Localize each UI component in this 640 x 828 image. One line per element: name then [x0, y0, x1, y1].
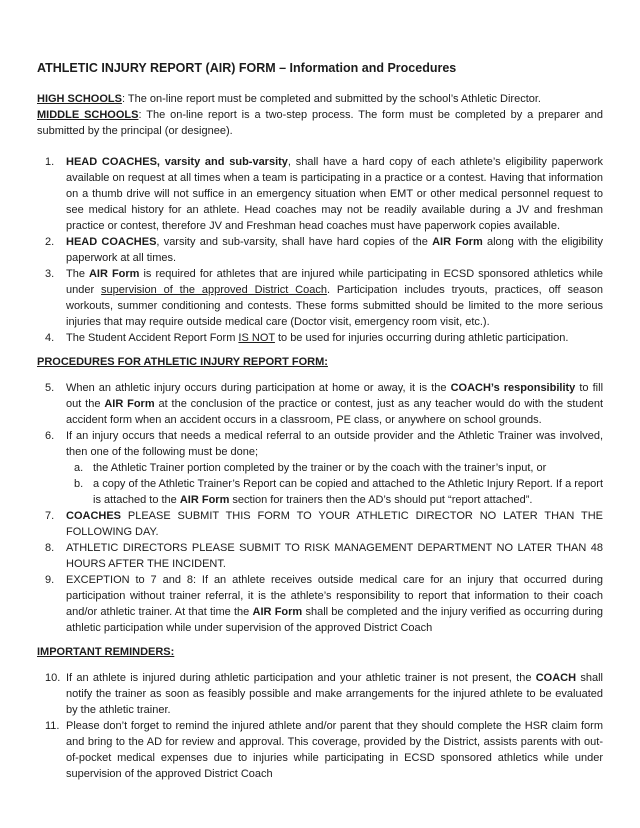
text-run: HIGH SCHOOLS: [37, 93, 122, 105]
text-run: COACHES: [66, 510, 122, 522]
text-run: at the conclusion of the practice or contest, just as any teacher would do with the student accident form when an accident occurs in a classroom, PE class, or anywhere on school grounds.: [66, 398, 604, 426]
list-item: [37, 428, 603, 508]
text-run: AIR Form: [252, 606, 303, 618]
text-run: The Student Accident Report Form: [66, 332, 239, 344]
text-run: Please don’t forget to remind the injured athlete and/or parent that they should complete the HSR claim form and bring to the AD for review and approval. This coverage, provided by the District, assists parents with out-of-pocket medical expenses due to injuries while participating in ECSD sponsored athletics while under supervision of the approved District Coach: [66, 720, 603, 780]
list-item-text: [66, 508, 603, 540]
section-heading: IMPORTANT REMINDERS:: [37, 646, 175, 658]
list-item: [37, 508, 603, 540]
text-run: AIR Form: [179, 494, 230, 506]
sub-list-label: a.: [74, 462, 84, 474]
list-item-text: [66, 540, 603, 572]
text-run: a copy of the Athletic Trainer’s Report can be copied and attached to the Athletic Injury Report. If a report is attached to the: [93, 478, 603, 506]
text-run: AIR Form: [88, 268, 140, 280]
text-run: HEAD COACHES: [66, 236, 157, 248]
list-number: 7.: [45, 510, 55, 522]
list-number: 4.: [45, 332, 55, 344]
text-run: section for trainers then the AD’s should put “report attached”.: [229, 494, 533, 506]
list-number: 9.: [45, 574, 55, 586]
text-run: AIR Form: [432, 236, 483, 248]
text-run: MIDDLE SCHOOLS: [37, 109, 139, 121]
list-number: 1.: [45, 156, 55, 168]
text-run: to fill out the: [66, 382, 604, 410]
text-run: If an athlete is injured during athletic participation and your athletic trainer is not present, the: [66, 672, 536, 684]
list-item-text: [66, 380, 603, 428]
list-item: [37, 572, 603, 636]
list-item: [37, 234, 603, 266]
text-run: COACH’s responsibility: [450, 382, 576, 394]
list-number: 6.: [45, 430, 55, 442]
document-body: [37, 91, 603, 782]
text-run: The: [66, 268, 89, 280]
text-run: PLEASE SUBMIT THIS FORM TO YOUR ATHLETIC DIRECTOR NO LATER THAN THE FOLLOWING DAY.: [66, 510, 603, 538]
text-run: , shall have a hard copy of each athlete’s eligibility paperwork available on request at all times when a team is participating in a practice or a contest. Having that information on a thumb drive will not suffice in an emergency situation when EMT or other medical personnel request to see medical history for an athlete. Head coaches may not be readily available during a JV and freshman practice or contest, therefore JV and Freshman head coaches must have paperwork copies available.: [66, 156, 603, 232]
text-run: HEAD COACHES, varsity and sub-varsity: [66, 156, 288, 168]
sub-list-label: b.: [74, 478, 84, 490]
text-run: : The on-line report must be completed and submitted by the school’s Athletic Director.: [121, 93, 541, 105]
text-run: is required for athletes that are injured while participating in ECSD sponsored athletics while under: [66, 268, 603, 296]
numbered-list: [37, 154, 603, 346]
sub-list-item: [66, 460, 603, 476]
list-item: [37, 540, 603, 572]
text-run: COACH: [535, 672, 577, 684]
text-run: along with the eligibility paperwork at all times.: [66, 236, 603, 264]
paragraph: [37, 91, 603, 107]
list-item: [37, 266, 603, 330]
list-number: 5.: [45, 382, 55, 394]
list-number: 10.: [45, 672, 61, 684]
sub-list-item: [66, 476, 603, 508]
list-item-text: [66, 572, 603, 636]
text-run: EXCEPTION to 7 and 8: If an athlete receives outside medical care for an injury that occurred during participation without trainer referral, it is the athlete’s responsibility to report that information to their coach and/or athletic trainer. At that time the: [66, 574, 603, 618]
list-item-text: [66, 154, 603, 234]
list-item-text: [66, 330, 603, 346]
text-run: supervision of the approved District Coach: [101, 284, 327, 296]
list-item-text: [66, 428, 603, 460]
list-item: [37, 380, 603, 428]
list-number: 8.: [45, 542, 55, 554]
text-run: If an injury occurs that needs a medical referral to an outside provider and the Athletic Trainer was involved, then one of the following must be done;: [66, 430, 603, 458]
list-item-text: [66, 718, 603, 782]
list-item-text: [66, 670, 603, 718]
list-number: 2.: [45, 236, 55, 248]
text-run: shall be completed and the injury verified as occurring during athletic participation while under supervision of the approved District Coach: [66, 606, 604, 634]
section-heading: PROCEDURES FOR ATHLETIC INJURY REPORT FORM:: [37, 356, 328, 368]
list-item: [37, 670, 603, 718]
list-number: 3.: [45, 268, 55, 280]
text-run: IS NOT: [238, 332, 275, 344]
text-run: shall notify the trainer as soon as feasibly possible and make arrangements for the injured athlete to be evaluated by the athletic trainer.: [66, 672, 603, 716]
text-run: the Athletic Trainer portion completed by the trainer or by the coach with the trainer’s input, or: [93, 462, 547, 474]
paragraph: [37, 107, 603, 139]
text-run: , varsity and sub-varsity, shall have hard copies of the: [156, 236, 433, 248]
text-run: to be used for injuries occurring during athletic participation.: [274, 332, 569, 344]
numbered-list: [37, 380, 603, 636]
text-run: ATHLETIC DIRECTORS PLEASE SUBMIT TO RISK MANAGEMENT DEPARTMENT NO LATER THAN 48 HOURS AFTER THE INCIDENT.: [66, 542, 603, 570]
text-run: : The on-line report is a two-step process. The form must be completed by a preparer and submitted by the principal (or designee).: [37, 109, 603, 137]
list-item: [37, 154, 603, 234]
document-title: ATHLETIC INJURY REPORT (AIR) FORM – Information and Procedures: [37, 61, 457, 75]
text-run: AIR Form: [104, 398, 155, 410]
text-run: When an athletic injury occurs during participation at home or away, it is the: [66, 382, 451, 394]
list-number: 11.: [45, 720, 60, 732]
list-item: [37, 330, 603, 346]
numbered-list: [37, 670, 603, 782]
list-item-text: [66, 234, 603, 266]
list-item: [37, 718, 603, 782]
list-item-text: [66, 266, 603, 330]
text-run: . Participation includes tryouts, practices, off season workouts, summer conditioning and contests. These forms submitted should be limited to the more serious injuries that may require outside medical care (Doctor visit, emergency room visit, etc.).: [66, 284, 603, 328]
